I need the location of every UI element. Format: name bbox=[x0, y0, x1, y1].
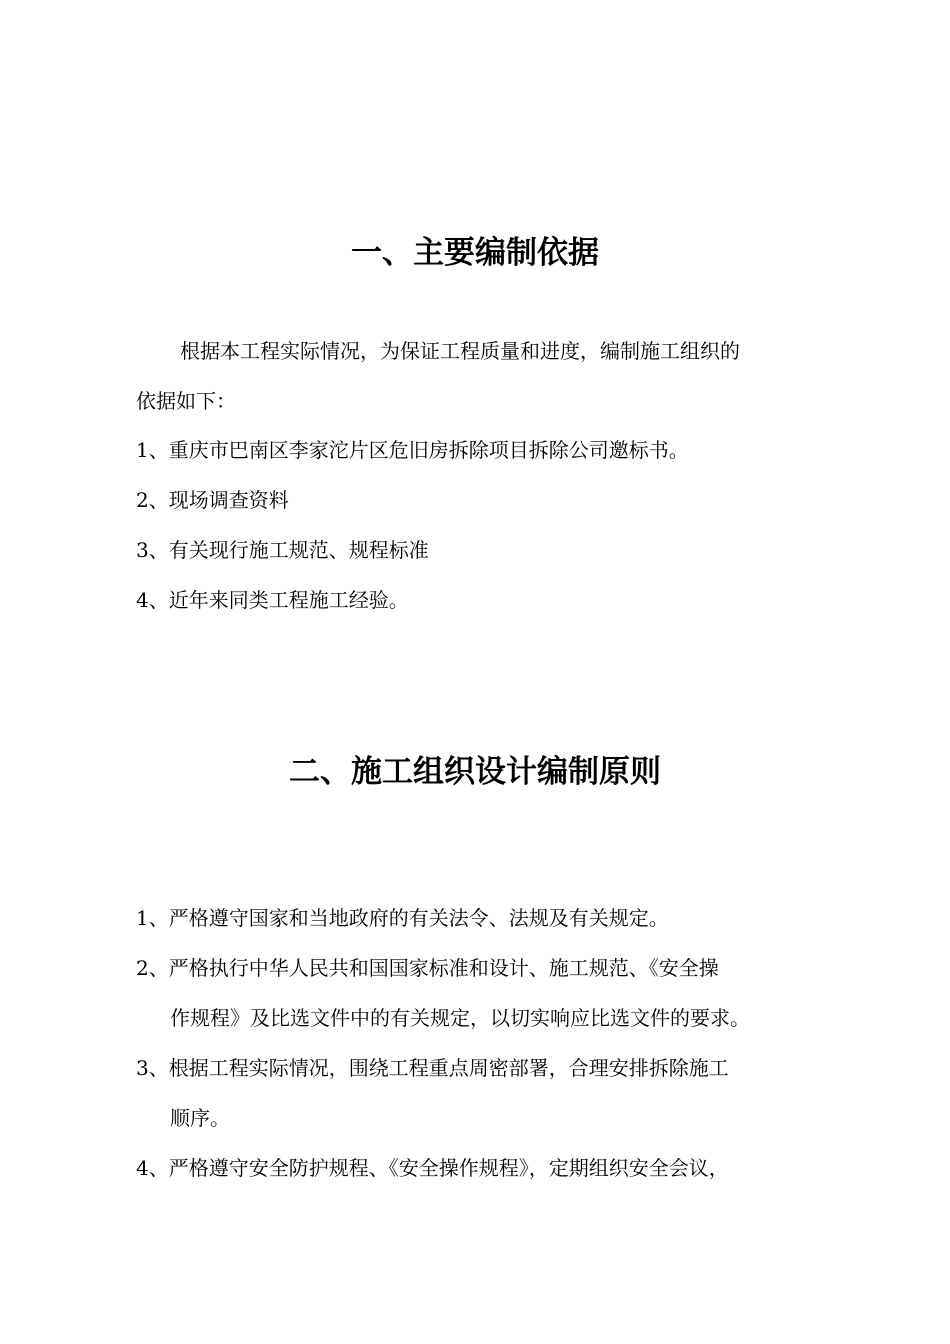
section1-item-1: 1、重庆市巴南区李家沱片区危旧房拆除项目拆除公司邀标书。 bbox=[136, 438, 689, 462]
section2-item-4-line1: 4、严格遵守安全防护规程、《安全操作规程》，定期组织安全会议， bbox=[136, 1156, 729, 1180]
section2-item-3-line2: 顺序。 bbox=[170, 1106, 230, 1130]
section2-item-2-line2: 作规程》及比选文件中的有关规定，以切实响应比选文件的要求。 bbox=[170, 1006, 750, 1030]
section1-item-2: 2、现场调查资料 bbox=[136, 488, 289, 512]
section1-title: 一、主要编制依据 bbox=[351, 235, 599, 271]
section2-item-1: 1、严格遵守国家和当地政府的有关法令、法规及有关规定。 bbox=[136, 906, 669, 930]
section2-item-2-line1: 2、严格执行中华人民共和国国家标准和设计、施工规范、《安全操 bbox=[136, 956, 719, 980]
section2-item-3-line1: 3、根据工程实际情况，围绕工程重点周密部署，合理安排拆除施工 bbox=[136, 1056, 729, 1080]
section1-item-3: 3、有关现行施工规范、规程标准 bbox=[136, 538, 429, 562]
section1-intro-line2: 依据如下： bbox=[136, 389, 236, 413]
section1-item-4: 4、近年来同类工程施工经验。 bbox=[136, 588, 409, 612]
section2-title: 二、施工组织设计编制原则 bbox=[289, 754, 661, 790]
section1-intro-line1: 根据本工程实际情况，为保证工程质量和进度，编制施工组织的 bbox=[180, 339, 740, 363]
